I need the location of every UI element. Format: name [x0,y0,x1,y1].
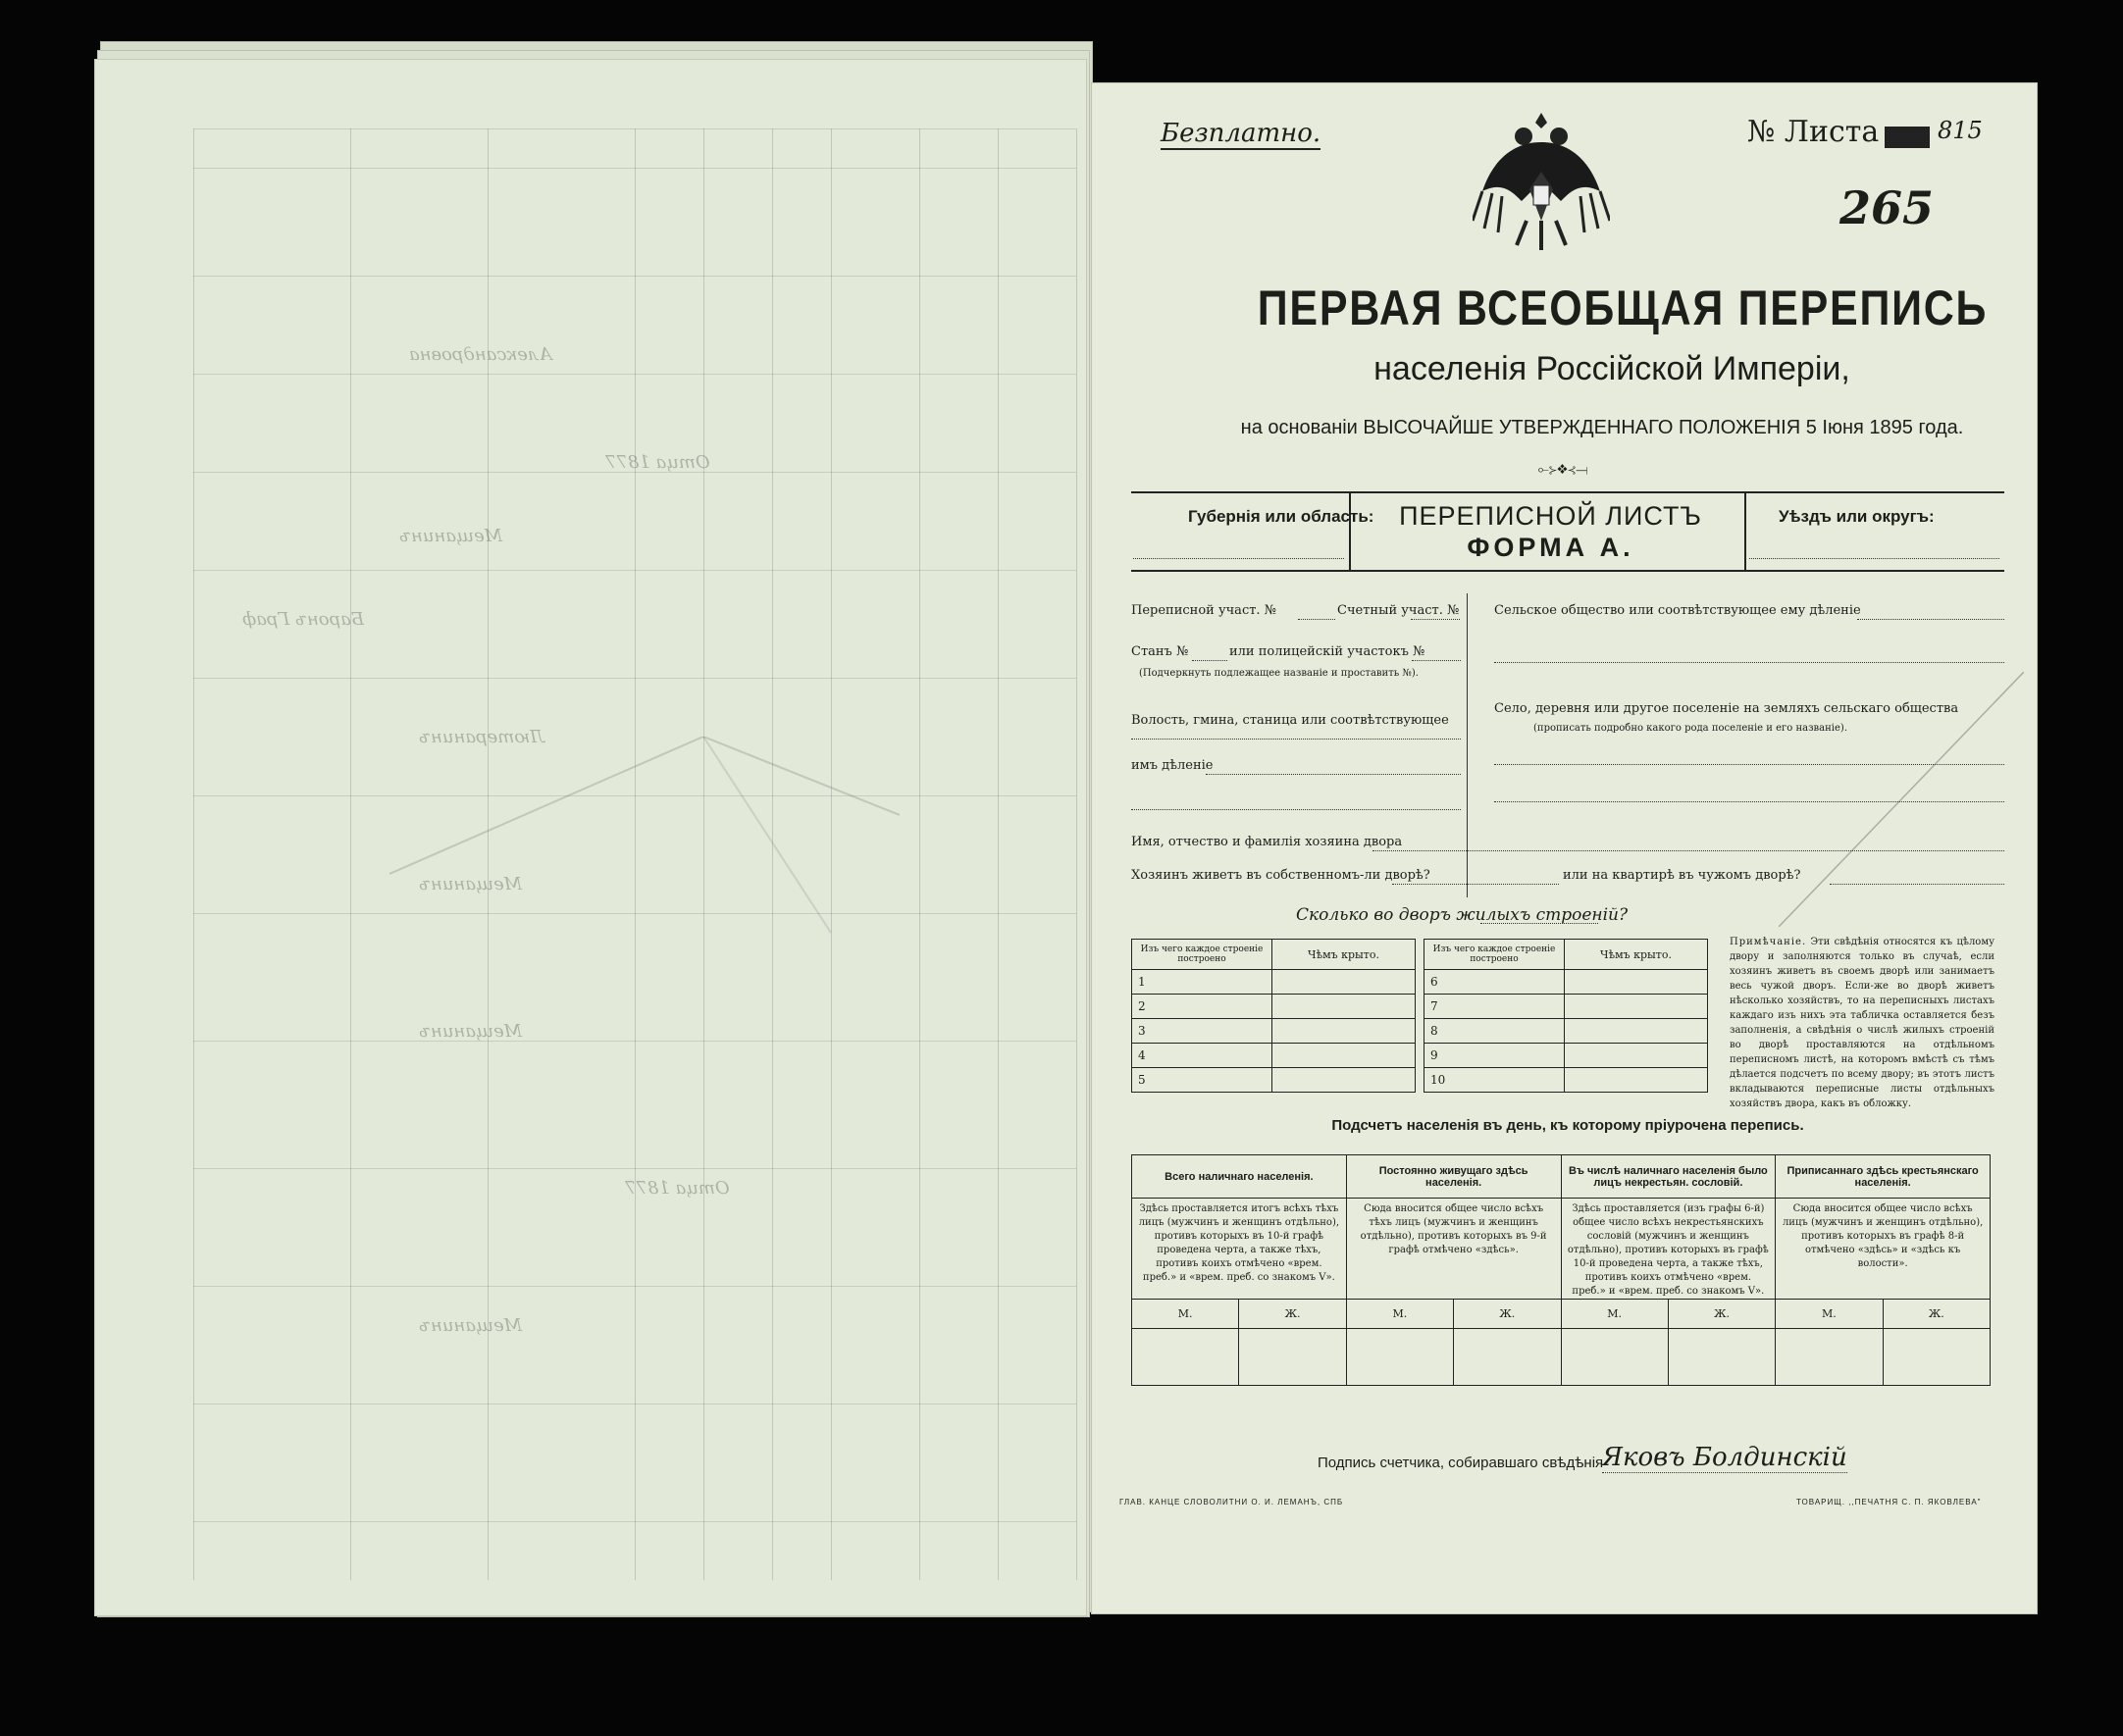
bleed-text: Мещанинъ [419,1315,523,1336]
col-material-header: Изъ чего каждое строеніе построено [1132,940,1272,970]
count-area-field[interactable] [1411,619,1460,620]
grid-vline [193,128,194,1580]
col-roof-header: Чѣмъ крыто. [1272,940,1416,970]
bleed-text: Александровна [409,344,552,365]
table-row[interactable] [1424,995,1708,1019]
grid-vline [919,128,920,1580]
row-number: 2 [1132,995,1272,1019]
grid-hline [193,168,1076,169]
bleed-text: Мещанинъ [399,526,503,546]
count-col-head: Приписаннаго здѣсь крестьянскаго населенія. [1776,1155,1991,1199]
table-row[interactable] [1132,970,1416,995]
grid-hline [193,1168,1076,1169]
sheet-title: ПЕРЕПИСНОЙ ЛИСТЪ [1399,501,1702,531]
rural-society-field-1[interactable] [1857,619,2004,620]
table-row [1424,940,1708,970]
sheet-number-label: № Листа [1747,115,1880,149]
roof-cell[interactable] [1272,970,1416,995]
roof-cell[interactable] [1272,995,1416,1019]
count-cell[interactable] [1668,1329,1775,1386]
row-number: 6 [1424,970,1565,995]
count-col-head: Постоянно живущаго здѣсь населенія. [1346,1155,1561,1199]
count-col-desc: Сюда вносится общее число всѣхъ лицъ (мужчинъ и женщинъ отдѣльно), противъ которыхъ въ графѣ 8-й отмѣчено «здѣсь» и «здѣсь къ волости». [1776,1199,1991,1300]
owner-name-label: Имя, отчество и фамилія хозяина двора [1131,835,1403,849]
province-label: Губернія или область: [1188,507,1374,526]
male-header: М. [1132,1300,1239,1329]
left-sheet-reverse [94,59,1087,1616]
signature-label: Подпись счетчика, собиравшаго свѣдѣнія [1318,1455,1604,1471]
table-row[interactable] [1424,970,1708,995]
count-cell[interactable] [1132,1329,1239,1386]
grid-hline [193,678,1076,679]
signature-value[interactable]: Яковъ Болдинскій [1602,1443,1847,1472]
grid-vline [998,128,999,1580]
grid-hline [193,374,1076,375]
stan-field[interactable] [1192,660,1227,661]
volost-label: Волость, гмина, станица или соотвѣтствующее [1131,713,1449,728]
grid-hline [193,1286,1076,1287]
form-box-right-divider [1744,491,1746,570]
census-form-sheet [1091,82,2038,1614]
sheet-corner-mark: 815 [1938,117,1983,144]
village-note: (прописать подробно какого рода поселеніе и его названіе). [1533,723,1847,734]
roof-cell[interactable] [1565,1068,1708,1093]
count-section-title: Подсчетъ населенія въ день, къ которому пріурочена перепись. [1331,1117,1804,1134]
count-cell[interactable] [1454,1329,1561,1386]
province-field[interactable] [1133,558,1344,559]
bleed-text: Мещанинъ [419,874,523,894]
grid-vline [1076,128,1077,1580]
buildings-table-left [1131,939,1416,1093]
grid-hline [193,570,1076,571]
census-area-label: Переписной участ. № [1131,603,1276,618]
volost-cont-label: имъ дѣленіе [1131,758,1214,773]
roof-cell[interactable] [1272,1068,1416,1093]
bleed-fold-lines [389,737,900,952]
count-col-desc: Сюда вносится общее число всѣхъ тѣхъ лицъ (мужчинъ и женщинъ отдѣльно), противъ которыхъ въ 9-й графѣ отмѣчено «здѣсь». [1346,1199,1561,1300]
table-row[interactable] [1132,995,1416,1019]
police-area-label: или полицейскій участокъ № [1229,644,1425,659]
grid-hline [193,1521,1076,1522]
table-row[interactable] [1132,1044,1416,1068]
row-number: 8 [1424,1019,1565,1044]
row-number: 5 [1132,1068,1272,1093]
volost-field-2[interactable] [1206,774,1461,775]
roof-cell[interactable] [1272,1019,1416,1044]
table-row[interactable] [1132,1329,1991,1386]
ornament-divider: ⟜⊱❖⊰⟞ [1537,462,1588,478]
table-row[interactable] [1424,1068,1708,1093]
form-basis-line: на основаніи ВЫСОЧАЙШЕ УТВЕРЖДЕННАГО ПОЛОЖЕНІЯ 5 Іюня 1895 года. [1240,417,1964,438]
row-number: 7 [1424,995,1565,1019]
left-printer-mark: ГЛАВ. КАНЦЕ СЛОВОЛИТНИ О. И. ЛЕМАНЪ, СПБ [1119,1498,1344,1506]
row-number: 4 [1132,1044,1272,1068]
grid-vline [350,128,351,1580]
row-number: 9 [1424,1044,1565,1068]
row-number: 3 [1132,1019,1272,1044]
bleed-text: Баронъ Граф [242,609,365,630]
district-label: Уѣздъ или округъ: [1779,507,1935,526]
row-number: 1 [1132,970,1272,995]
bleed-text: Мещанинъ [419,1021,523,1042]
count-cell[interactable] [1883,1329,1990,1386]
double-headed-eagle-icon [1473,103,1610,264]
count-col-desc: Здѣсь проставляется итогъ всѣхъ тѣхъ лицъ (мужчинъ и женщинъ отдѣльно), противъ которыхъ въ 10-й графѣ проведена черта, а также тѣхъ, противъ коихъ отмѣчено «врем. преб.» и «врем. преб. со знакомъ V». [1132,1199,1347,1300]
form-a-title: ФОРМА А. [1467,533,1634,562]
count-col-head: Всего наличнаго населенія. [1132,1155,1347,1199]
roof-cell[interactable] [1272,1044,1416,1068]
row-number: 10 [1424,1068,1565,1093]
rural-society-label: Сельское общество или соотвѣтствующее ему дѣленіе [1494,603,1861,618]
note-label: Примѣчаніе. [1730,937,1807,947]
note-text: Эти свѣдѣнія относятся къ цѣлому двору и заполняются только въ случаѣ, если хозяинъ живетъ въ своемъ дворѣ или занимаетъ весь чужой дворъ. Если-же во дворѣ живетъ нѣсколько хозяйствъ, то на переписныхъ листахъ каждаго изъ нихъ эта табличка оставляется безъ заполненія, а свѣдѣнія о числѣ жилыхъ строеній во дворѣ проставляются на отдѣльномъ переписномъ листѣ, на которомъ вмѣстѣ съ тѣмъ дѣлается подсчетъ по всему двору; въ этотъ листъ вкладываются переписные листы отдѣльныхъ хозяйствъ двора, какъ въ обложку. [1730,937,1994,1109]
underline-note: (Подчеркнуть подлежащее названіе и проставить №). [1139,668,1419,679]
grid-hline [193,128,1076,129]
roof-cell[interactable] [1565,995,1708,1019]
buildings-count-field[interactable] [1480,923,1598,924]
female-header: Ж. [1454,1300,1561,1329]
table-row[interactable] [1132,1019,1416,1044]
table-row[interactable] [1132,1068,1416,1093]
district-field[interactable] [1749,558,1999,559]
population-count-table [1131,1154,1991,1386]
sheet-number-value: 265 [1839,181,1935,234]
roof-cell[interactable] [1565,1019,1708,1044]
female-header: Ж. [1883,1300,1990,1329]
count-cell[interactable] [1776,1329,1883,1386]
form-subtitle: населенія Россійской Имперіи, [1373,350,1850,387]
census-area-field[interactable] [1298,619,1335,620]
grid-hline [193,276,1076,277]
bleed-text: Отца 1877 [605,452,710,473]
count-cell[interactable] [1239,1329,1346,1386]
count-col-head: Въ числѣ наличнаго населенія было лицъ некрестьян. сословій. [1561,1155,1776,1199]
note-block [1730,935,1994,1111]
free-label: Безплатно. [1161,119,1321,148]
female-header: Ж. [1668,1300,1775,1329]
right-printer-mark: ТОВАРИЩ. ,,ПЕЧАТНЯ С. П. ЯКОВЛЕВА" [1796,1498,1982,1506]
owner-lives-field[interactable] [1392,884,1559,885]
owner-lives-label: Хозяинъ живетъ въ собственномъ-ли дворѣ? [1131,868,1430,883]
male-header: М. [1561,1300,1668,1329]
count-col-desc: Здѣсь проставляется (изъ графы 6-й) общее число всѣхъ некрестьянскихъ сословій (мужчинъ и женщинъ отдѣльно), противъ которыхъ въ графѣ 10-й проведена черта, а также тѣхъ, противъ коихъ отмѣчено «врем. преб.» и «врем. преб. со знакомъ V». [1561,1199,1776,1300]
or-apartment-label: или на квартирѣ въ чужомъ дворѣ? [1563,868,1801,883]
sheet-number-redaction [1885,127,1930,148]
col-material-header: Изъ чего каждое строеніе построено [1424,940,1565,970]
table-row [1132,1300,1991,1329]
bleed-text: Отца 1877 [625,1178,730,1199]
volost-field-3[interactable] [1131,809,1461,810]
table-row [1132,1199,1991,1300]
roof-cell[interactable] [1565,1044,1708,1068]
bleed-text: Лютеранинъ [419,727,545,747]
buildings-count-label: Сколько во дворъ жилыхъ строеній? [1296,905,1629,925]
col-roof-header: Чѣмъ крыто. [1565,940,1708,970]
table-row[interactable] [1424,1019,1708,1044]
police-area-field[interactable] [1412,660,1461,661]
male-header: М. [1776,1300,1883,1329]
pencil-fold-line [1779,672,2024,927]
form-box-left-divider [1349,491,1351,570]
buildings-table-right [1424,939,1708,1093]
rural-society-field-2[interactable] [1494,662,2004,663]
count-cell[interactable] [1346,1329,1453,1386]
count-area-label: Счетный участ. № [1337,603,1460,618]
form-main-title: ПЕРВАЯ ВСЕОБЩАЯ ПЕРЕПИСЬ [1257,281,1989,335]
village-label: Село, деревня или другое поселеніе на земляхъ сельскаго общества [1494,701,1959,716]
grid-hline [193,1041,1076,1042]
male-header: М. [1346,1300,1453,1329]
stan-label: Станъ № [1131,644,1189,659]
volost-field-1[interactable] [1131,739,1461,740]
table-row [1132,1155,1991,1199]
female-header: Ж. [1239,1300,1346,1329]
table-row[interactable] [1424,1044,1708,1068]
roof-cell[interactable] [1565,970,1708,995]
field-area-divider [1467,593,1468,897]
count-cell[interactable] [1561,1329,1668,1386]
table-row [1132,940,1416,970]
